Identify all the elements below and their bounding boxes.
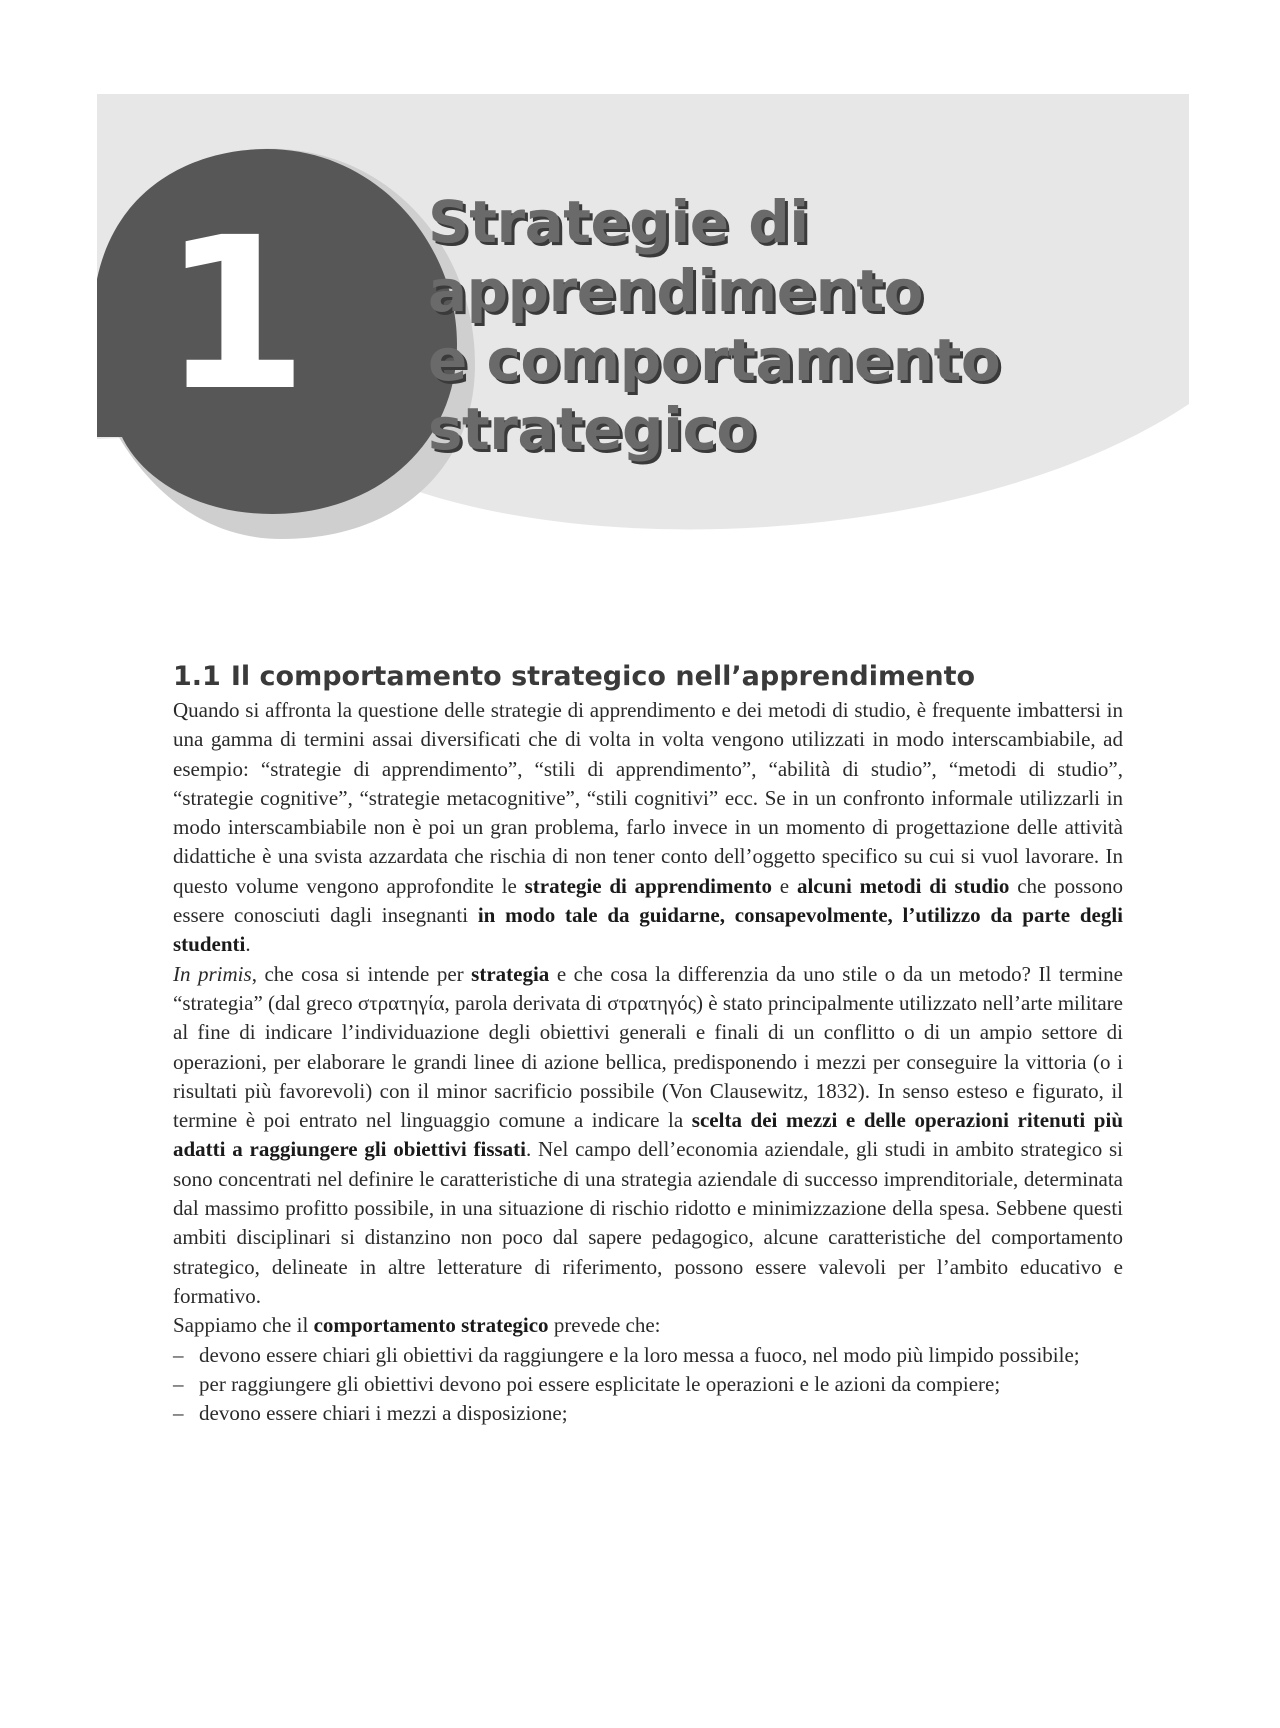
text-run: e che cosa la differenzia da uno stile o da un metodo? Il termine “strategia” (dal greco στρατηγία, parola derivata di στρατηγός) è stato principalmente utilizzato nell’arte militare al fine di indicare l’individuazione degli obiettivi generali e finali di un conflitto o di un ampio settore di operazioni, per elaborare le grandi linee di azione bellica, predisponendo i mezzi per conseguire la vittoria (o i risultati più favorevoli) con il minor sacrificio possibile (Von Clausewitz, 1832). In senso esteso e figurato, il termine è poi entrato nel linguaggio comune a indicare la — [173, 961, 1123, 1133]
section-number: 1.1 — [173, 661, 221, 692]
chapter-title-line: e comportamento — [428, 326, 1001, 394]
section-heading — [173, 658, 1123, 696]
bold-run: scelta dei mezzi e delle operazioni ritenuti più adatti a raggiungere gli obiettivi fissati — [173, 1108, 1124, 1162]
bold-run: strategia — [471, 961, 550, 986]
text-run: . — [245, 932, 251, 957]
text-run: prevede che: — [548, 1313, 661, 1338]
chapter-number: 1 — [161, 192, 305, 437]
strategic-behaviour-list — [173, 1341, 1123, 1429]
bold-run: strategie di apprendimento — [524, 873, 772, 898]
list-item: – per raggiungere gli obiettivi devono poi essere esplicitate le operazioni e le azioni da compiere; — [173, 1370, 1123, 1399]
chapter-title — [428, 188, 1088, 464]
bold-run: alcuni metodi di studio — [796, 873, 1010, 898]
italic-run: In primis — [173, 961, 252, 986]
paragraph-2 — [173, 960, 1123, 1312]
text-run: e — [772, 873, 797, 898]
paragraph-3 — [173, 1311, 1123, 1340]
chapter-title-line: Strategie di — [428, 188, 809, 256]
text-run: Sappiamo che il — [173, 1313, 314, 1338]
chapter-title-line: apprendimento — [428, 257, 923, 325]
list-item: – devono essere chiari gli obiettivi da raggiungere e la loro messa a fuoco, nel modo più limpido possibile; — [173, 1341, 1123, 1370]
paragraph-1 — [173, 696, 1123, 960]
chapter-title-line: strategico — [428, 395, 756, 463]
bold-run: comportamento strategico — [313, 1313, 549, 1338]
main-content — [173, 658, 1123, 1428]
list-item: – devono essere chiari i mezzi a disposizione; — [173, 1399, 1123, 1428]
bold-run: in modo tale da guidarne, consapevolmente, l’utilizzo da parte degli studenti — [173, 903, 1123, 957]
text-run: Quando si affronta la questione delle strategie di apprendimento e dei metodi di studio, è frequente imbattersi in una gamma di termini assai diversificati che di volta in volta vengono utilizzati in modo interscambiabile, ad esempio: “strategie di apprendimento”, “stili di apprendimento”, “abilità di studio”, “metodi di studio”, “strategie cognitive”, “strategie metacognitive”, “stili cognitivi” ecc. Se in un confronto informale utilizzarli in modo interscambiabile non è poi un gran problema, farlo invece in un momento di progettazione delle attività didattiche è una svista azzardata che rischia di non tener conto dell’oggetto specifico su cui si vuol lavorare. In questo volume vengono approfondite le — [173, 698, 1123, 898]
text-run: , che cosa si intende per — [251, 961, 472, 986]
section-title: Il comportamento strategico nell’apprendimento — [230, 661, 976, 692]
text-run: che possono essere conosciuti dagli insegnanti — [173, 873, 1123, 928]
text-run: . Nel campo dell’economia aziendale, gli studi in ambito strategico si sono concentrati nel definire le caratteristiche di una strategia aziendale di successo imprenditoriale, determinata dal massimo profitto possibile, in una situazione di rischio ridotto e minimizzazione della spesa. Sebbene questi ambiti disciplinari si distanzino non poco dal sapere pedagogico, alcune caratteristiche del comportamento strategico, delineate in altre letterature di riferimento, possono essere valevoli per l’ambito educativo e formativo. — [173, 1137, 1123, 1308]
